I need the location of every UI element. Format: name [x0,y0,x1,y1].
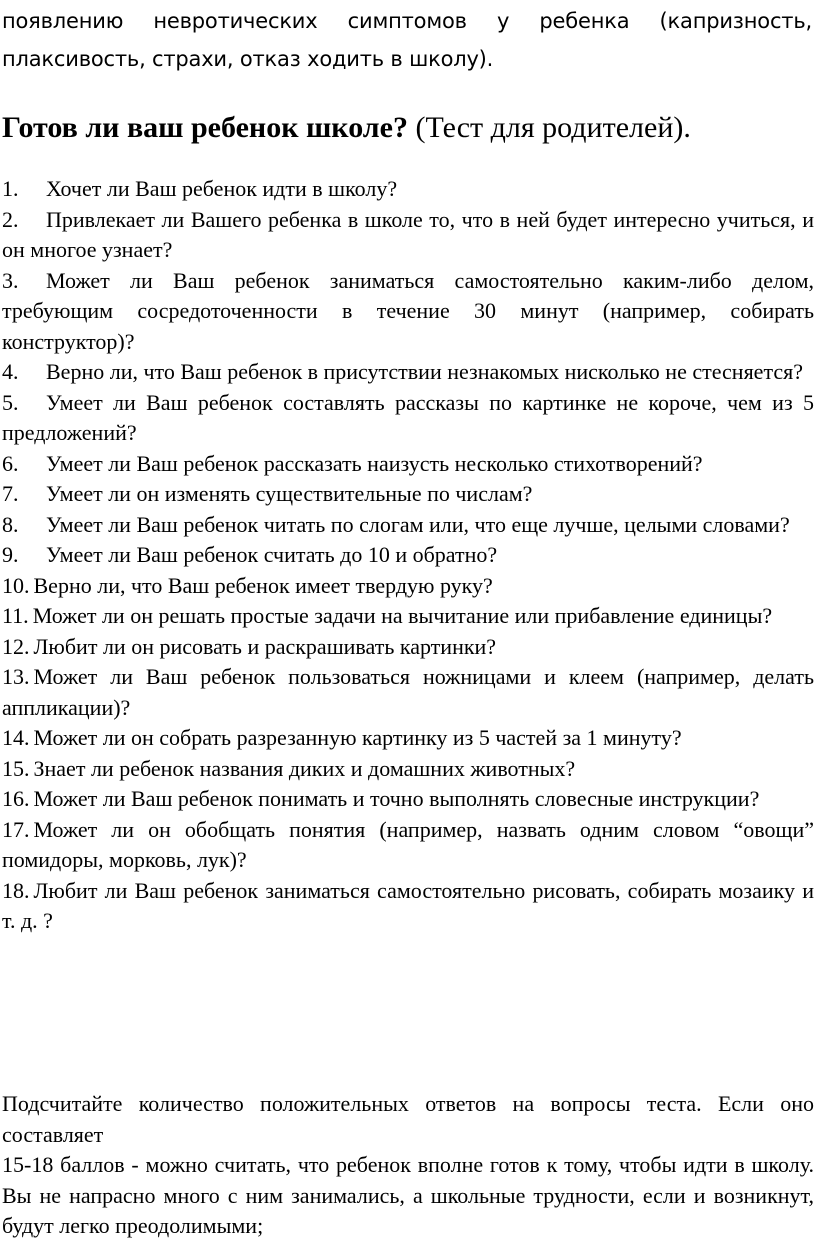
score-15-18: 15-18 баллов - можно считать, что ребенок вполне готов к тому, чтобы идти в школу. Вы не напрасно много с ним занимались, а школьные трудности, если и возникнут, будут легко преодолимыми; [2,1152,814,1238]
question-text: Может ли Ваш ребенок заниматься самостоятельно каким-либо делом, требующим сосредоточенности в течение 30 минут (например, собирать конструктор)? [2,267,814,354]
test-title [2,108,814,148]
test-title-bold: Готов ли ваш ребенок школе? [2,111,408,144]
question-number: 9. [2,542,19,567]
question-number: 16. [2,786,30,811]
question-text: Умеет ли Ваш ребенок рассказать наизусть несколько стихотворений? [46,450,703,476]
question-number: 7. [2,481,19,506]
question-item [2,632,814,663]
question-number: 14. [2,725,30,750]
question-text: Любит ли он рисовать и раскрашивать картинки? [33,633,497,659]
question-item [2,815,814,876]
question-number: 6. [2,450,19,476]
question-item [2,449,814,480]
question-item [2,266,814,358]
question-number: 4. [2,359,19,384]
question-item [2,601,814,632]
question-item [2,754,814,785]
question-text: Может ли Ваш ребенок пользоваться ножницами и клеем (например, делать аппликации)? [2,664,814,720]
question-number: 2. [2,206,19,232]
intro-paragraph: появлению невротических симптомов у ребенка (капризность, плаксивость, страхи, отказ ходить в школу). [2,9,812,71]
question-number: 1. [2,176,19,201]
question-item [2,479,814,510]
question-number: 17. [2,816,30,842]
question-text: Может ли он собрать разрезанную картинку из 5 частей за 1 минуту? [33,725,682,750]
question-text: Может ли он обобщать понятия (например, назвать одним словом “овощи” помидоры, морковь, лук)? [2,816,814,872]
question-text: Умеет ли Ваш ребенок считать до 10 и обратно? [46,542,498,567]
question-text: Верно ли, что Ваш ребенок имеет твердую руку? [33,572,493,598]
question-item [2,784,814,815]
question-number: 13. [2,664,30,689]
question-number: 12. [2,633,30,659]
test-title-subtitle: (Тест для родителей). [415,111,691,144]
conclusion-section [2,1089,814,1242]
question-number: 8. [2,511,19,537]
question-item [2,510,814,541]
question-item [2,876,814,937]
question-text: Умеет ли Ваш ребенок читать по слогам или, что еще лучше, целыми словами? [46,511,790,537]
question-item [2,571,814,602]
question-text: Умеет ли он изменять существительные по числам? [46,481,533,506]
question-item [2,540,814,571]
question-text: Верно ли, что Ваш ребенок в присутствии незнакомых нисколько не стесняется? [46,359,803,384]
question-number: 5. [2,389,19,415]
question-number: 3. [2,267,19,293]
question-text: Знает ли ребенок названия диких и домашних животных? [33,755,576,781]
question-text: Хочет ли Ваш ребенок идти в школу? [46,176,398,201]
question-item [2,662,814,723]
question-number: 11. [2,603,29,628]
question-item [2,205,814,266]
question-item [2,723,814,754]
question-text: Может ли он решать простые задачи на вычитание или прибавление единицы? [32,603,773,628]
question-text: Умеет ли Ваш ребенок составлять рассказы по картинке не короче, чем из 5 предложений? [2,389,814,445]
question-number: 15. [2,755,30,781]
question-text: Может ли Ваш ребенок понимать и точно выполнять словесные инструкции? [33,786,760,811]
question-item [2,357,814,388]
question-text: Любит ли Ваш ребенок заниматься самостоятельно рисовать, собирать мозаику и т. д. ? [2,877,814,933]
question-number: 18. [2,877,30,903]
question-item [2,174,814,205]
question-text: Привлекает ли Вашего ребенка в школе то, что в ней будет интересно учиться, и он многое узнает? [2,206,814,262]
question-list [2,174,814,937]
question-number: 10. [2,572,30,598]
question-item [2,388,814,449]
count-instruction: Подсчитайте количество положительных ответов на вопросы теста. Если оно составляет [2,1091,814,1147]
